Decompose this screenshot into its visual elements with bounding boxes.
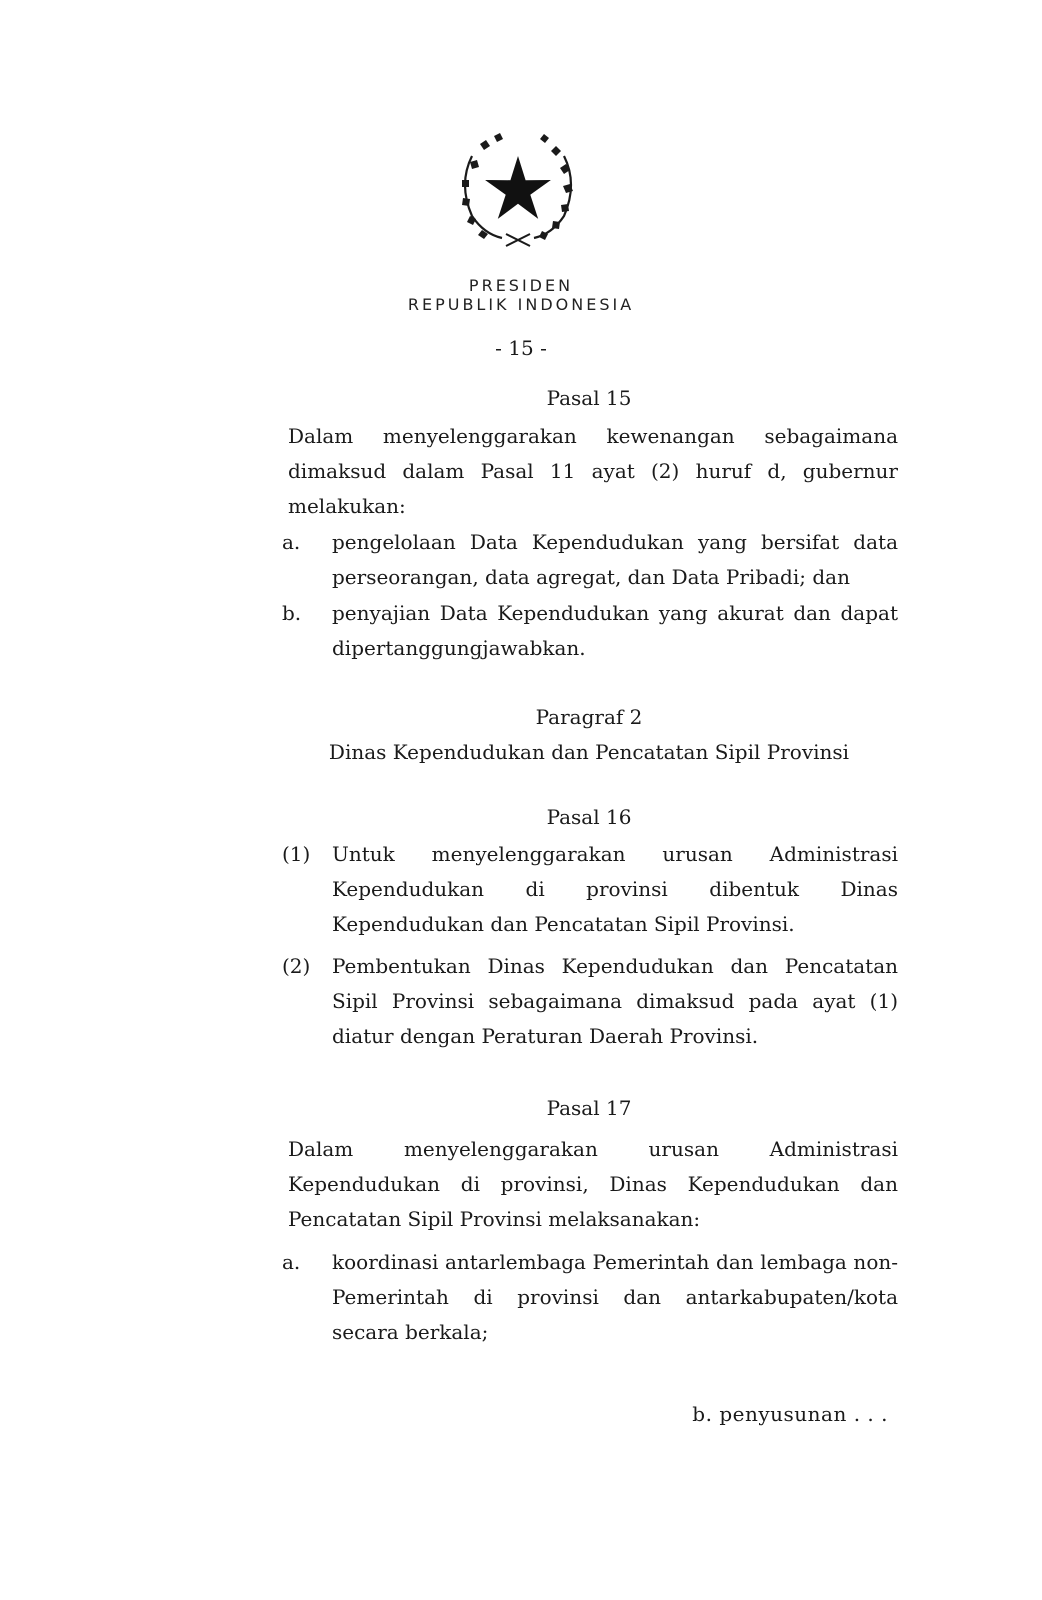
list-label: b. <box>282 601 302 625</box>
list-item-text: Pembentukan Dinas Kependudukan dan Pencatatan Sipil Provinsi sebagaimana dimaksud pada ayat (1) diatur dengan Peraturan Daerah Provinsi. <box>332 954 898 1048</box>
paragraf-2-subtitle: Dinas Kependudukan dan Pencatatan Sipil Provinsi <box>328 740 850 764</box>
page-number: - 15 - <box>495 336 547 360</box>
header-republik-indonesia: REPUBLIK INDONESIA <box>407 295 635 314</box>
paragraf-2-heading: Paragraf 2 <box>535 705 643 729</box>
list-label: a. <box>282 1250 301 1274</box>
pasal-16-ayat-2 <box>282 949 898 1054</box>
list-item-text: pengelolaan Data Kependudukan yang bersifat data perseorangan, data agregat, dan Data Pribadi; dan <box>332 530 898 589</box>
continuation-marker: b. penyusunan . . . <box>692 1402 888 1426</box>
pasal-16-ayat-1 <box>282 837 898 942</box>
pasal-15-item-b <box>282 596 898 666</box>
list-item-text: penyajian Data Kependudukan yang akurat dan dapat dipertanggungjawabkan. <box>332 601 898 660</box>
pasal-17-item-a <box>282 1245 898 1350</box>
pasal-15-item-a <box>282 525 898 595</box>
list-label: a. <box>282 530 301 554</box>
header-presiden: PRESIDEN <box>468 276 574 295</box>
pasal-16-heading: Pasal 16 <box>546 805 632 829</box>
list-item-text: koordinasi antarlembaga Pemerintah dan lembaga non-Pemerintah di provinsi dan antarkabupaten/kota secara berkala; <box>332 1250 898 1344</box>
pasal-15-intro: Dalam menyelenggarakan kewenangan sebagaimana dimaksud dalam Pasal 11 ayat (2) huruf d, gubernur melakukan: <box>288 424 898 518</box>
pasal-17-heading: Pasal 17 <box>546 1096 632 1120</box>
list-item-text: Untuk menyelenggarakan urusan Administrasi Kependudukan di provinsi dibentuk Dinas Kependudukan dan Pencatatan Sipil Provinsi. <box>332 842 898 936</box>
pasal-15-heading: Pasal 15 <box>546 386 632 410</box>
garuda-star-emblem-icon <box>450 122 586 258</box>
pasal-17-intro: Dalam menyelenggarakan urusan Administrasi Kependudukan di provinsi, Dinas Kependudukan dan Pencatatan Sipil Provinsi melaksanakan: <box>288 1137 898 1231</box>
list-label: (1) <box>282 842 311 866</box>
list-label: (2) <box>282 954 311 978</box>
